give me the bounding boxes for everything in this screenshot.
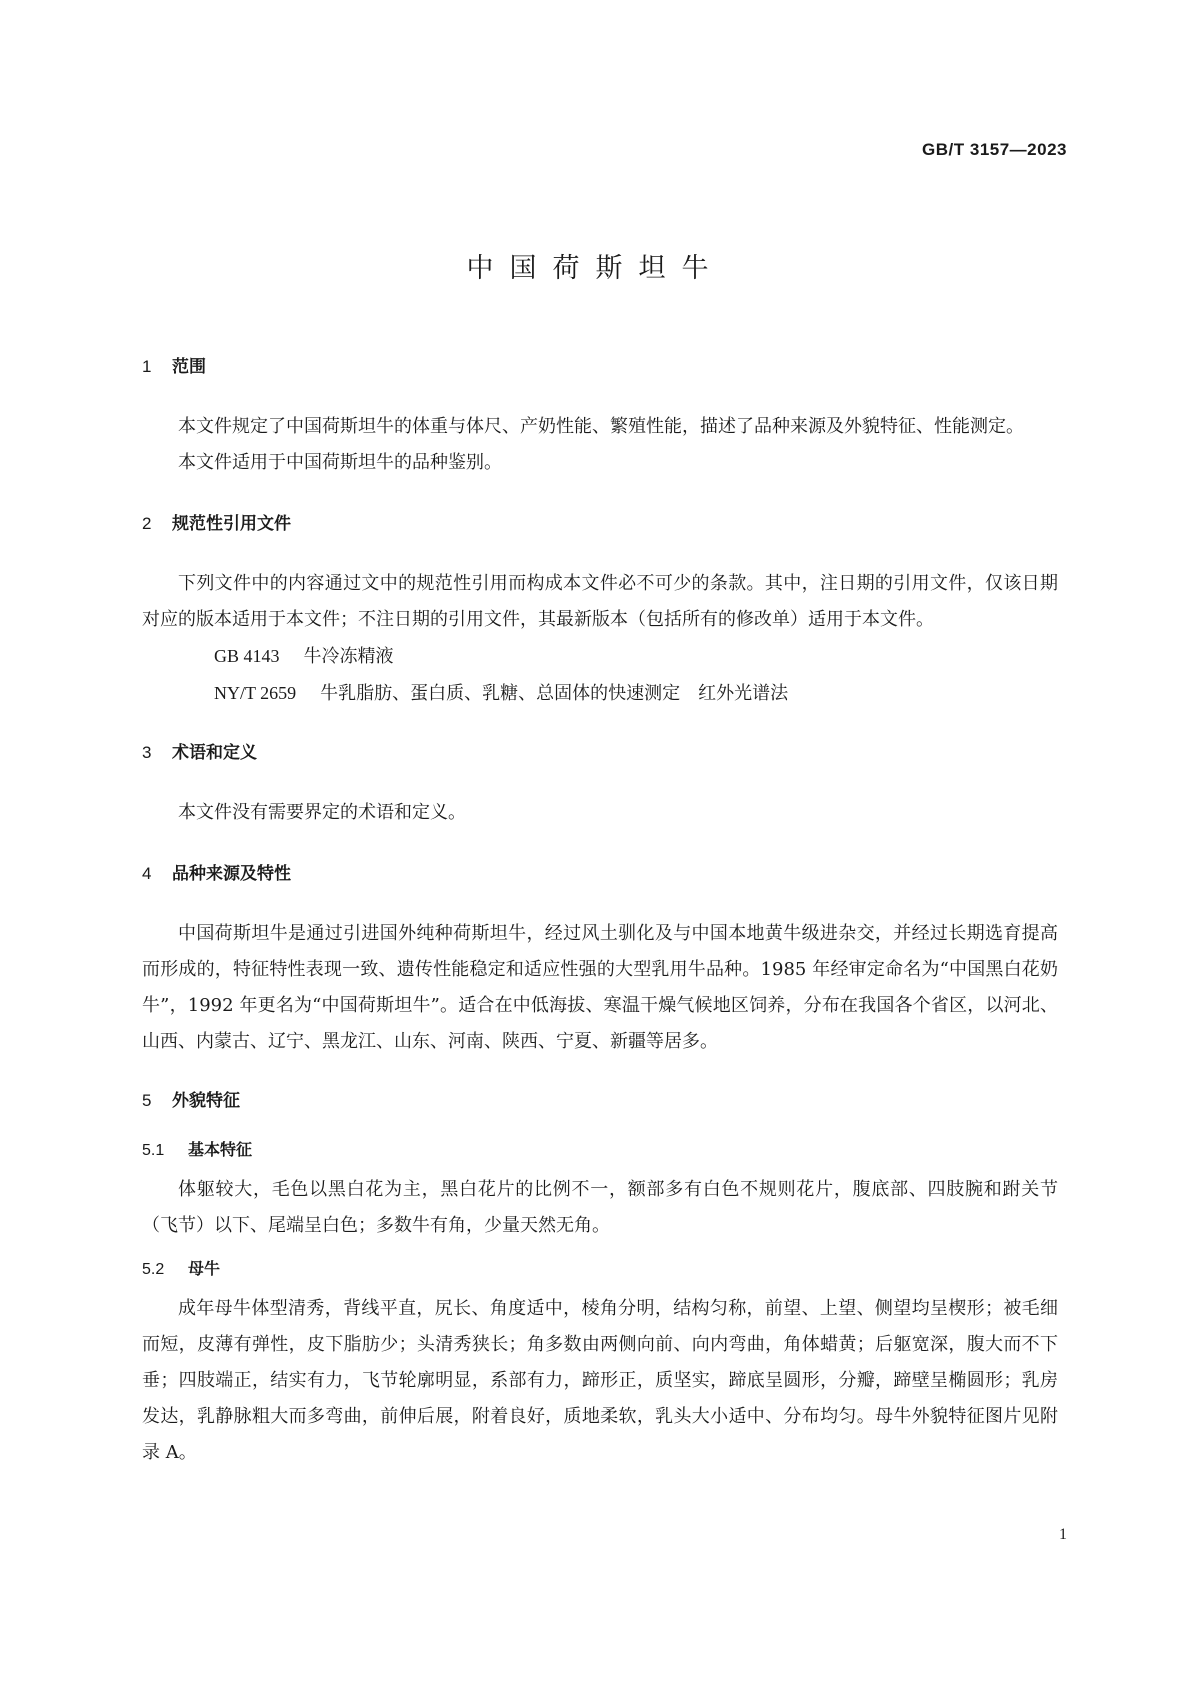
reference-title: 牛冷冻精液 (303, 646, 394, 667)
paragraph: 下列文件中的内容通过文中的规范性引用而构成本文件必不可少的条款。其中，注日期的引用文件，仅该日期对应的版本适用于本文件；不注日期的引用文件，其最新版本（包括所有的修改单）适用于本文件。 (142, 573, 1058, 630)
section-title: 范围 (172, 357, 206, 377)
section-2-heading (142, 509, 1058, 534)
paragraph: 中国荷斯坦牛是通过引进国外纯种荷斯坦牛，经过风土驯化及与中国本地黄牛级进杂交，并经过长期选育提高而形成的，特征特性表现一致、遗传性能稳定和适应性强的大型乳用牛品种。1985 年经审定命名为“中国黑白花奶牛”，1992 年更名为“中国荷斯坦牛”。适合在中低海拔、寒温干燥气候地区饲养，分布在我国各个省区，以河北、山西、内蒙古、辽宁、黑龙江、山东、河南、陕西、宁夏、新疆等居多。 (142, 923, 1058, 1052)
section-3-heading (142, 738, 1058, 763)
reference-title: 牛乳脂肪、蛋白质、乳糖、总固体的快速测定 红外光谱法 (320, 683, 789, 704)
section-number: 3 (142, 743, 152, 762)
subsection-5-2-heading (142, 1256, 1058, 1279)
document-body (142, 352, 1058, 1471)
section-1-heading (142, 352, 1058, 377)
subsection-number: 5.1 (142, 1142, 165, 1159)
subsection-5-1-heading (142, 1137, 1058, 1160)
paragraph: 本文件规定了中国荷斯坦牛的体重与体尺、产奶性能、繁殖性能，描述了品种来源及外貌特征、性能测定。 (178, 416, 1024, 437)
reference-code: GB 4143 (214, 646, 280, 666)
section-number: 2 (142, 514, 152, 533)
paragraph: 本文件适用于中国荷斯坦牛的品种鉴别。 (178, 452, 502, 473)
paragraph: 体躯较大，毛色以黑白花为主，黑白花片的比例不一，额部多有白色不规则花片，腹底部、四肢腕和跗关节（飞节）以下、尾端呈白色；多数牛有角，少量天然无角。 (142, 1179, 1058, 1236)
paragraph: 本文件没有需要界定的术语和定义。 (178, 802, 466, 823)
section-number: 1 (142, 357, 152, 376)
reference-code: NY/T 2659 (214, 683, 297, 703)
section-title: 术语和定义 (172, 743, 257, 763)
section-number: 5 (142, 1091, 152, 1110)
section-5-heading (142, 1086, 1058, 1111)
section-title: 外貌特征 (172, 1091, 240, 1111)
document-title: 中国荷斯坦牛 (466, 253, 725, 284)
section-number: 4 (142, 864, 152, 883)
normative-reference (142, 675, 1058, 712)
section-4-heading (142, 859, 1058, 884)
subsection-number: 5.2 (142, 1261, 165, 1278)
subsection-title: 基本特征 (188, 1140, 253, 1159)
paragraph: 成年母牛体型清秀，背线平直，尻长、角度适中，棱角分明，结构匀称，前望、上望、侧望均呈楔形；被毛细而短，皮薄有弹性，皮下脂肪少；头清秀狭长；角多数由两侧向前、向内弯曲，角体蜡黄；后躯宽深，腹大而不下垂；四肢端正，结实有力，飞节轮廓明显，系部有力，蹄形正，质坚实，蹄底呈圆形，分瓣，蹄壁呈椭圆形；乳房发达，乳静脉粗大而多弯曲，前伸后展，附着良好，质地柔软，乳头大小适中、分布均匀。母牛外貌特征图片见附录 A。 (142, 1298, 1058, 1463)
section-title: 规范性引用文件 (172, 514, 291, 534)
section-title: 品种来源及特性 (172, 864, 291, 884)
subsection-title: 母牛 (188, 1259, 221, 1278)
page-number: 1 (1059, 1526, 1067, 1543)
normative-reference (142, 638, 1058, 675)
standard-code: GB/T 3157—2023 (922, 140, 1067, 159)
